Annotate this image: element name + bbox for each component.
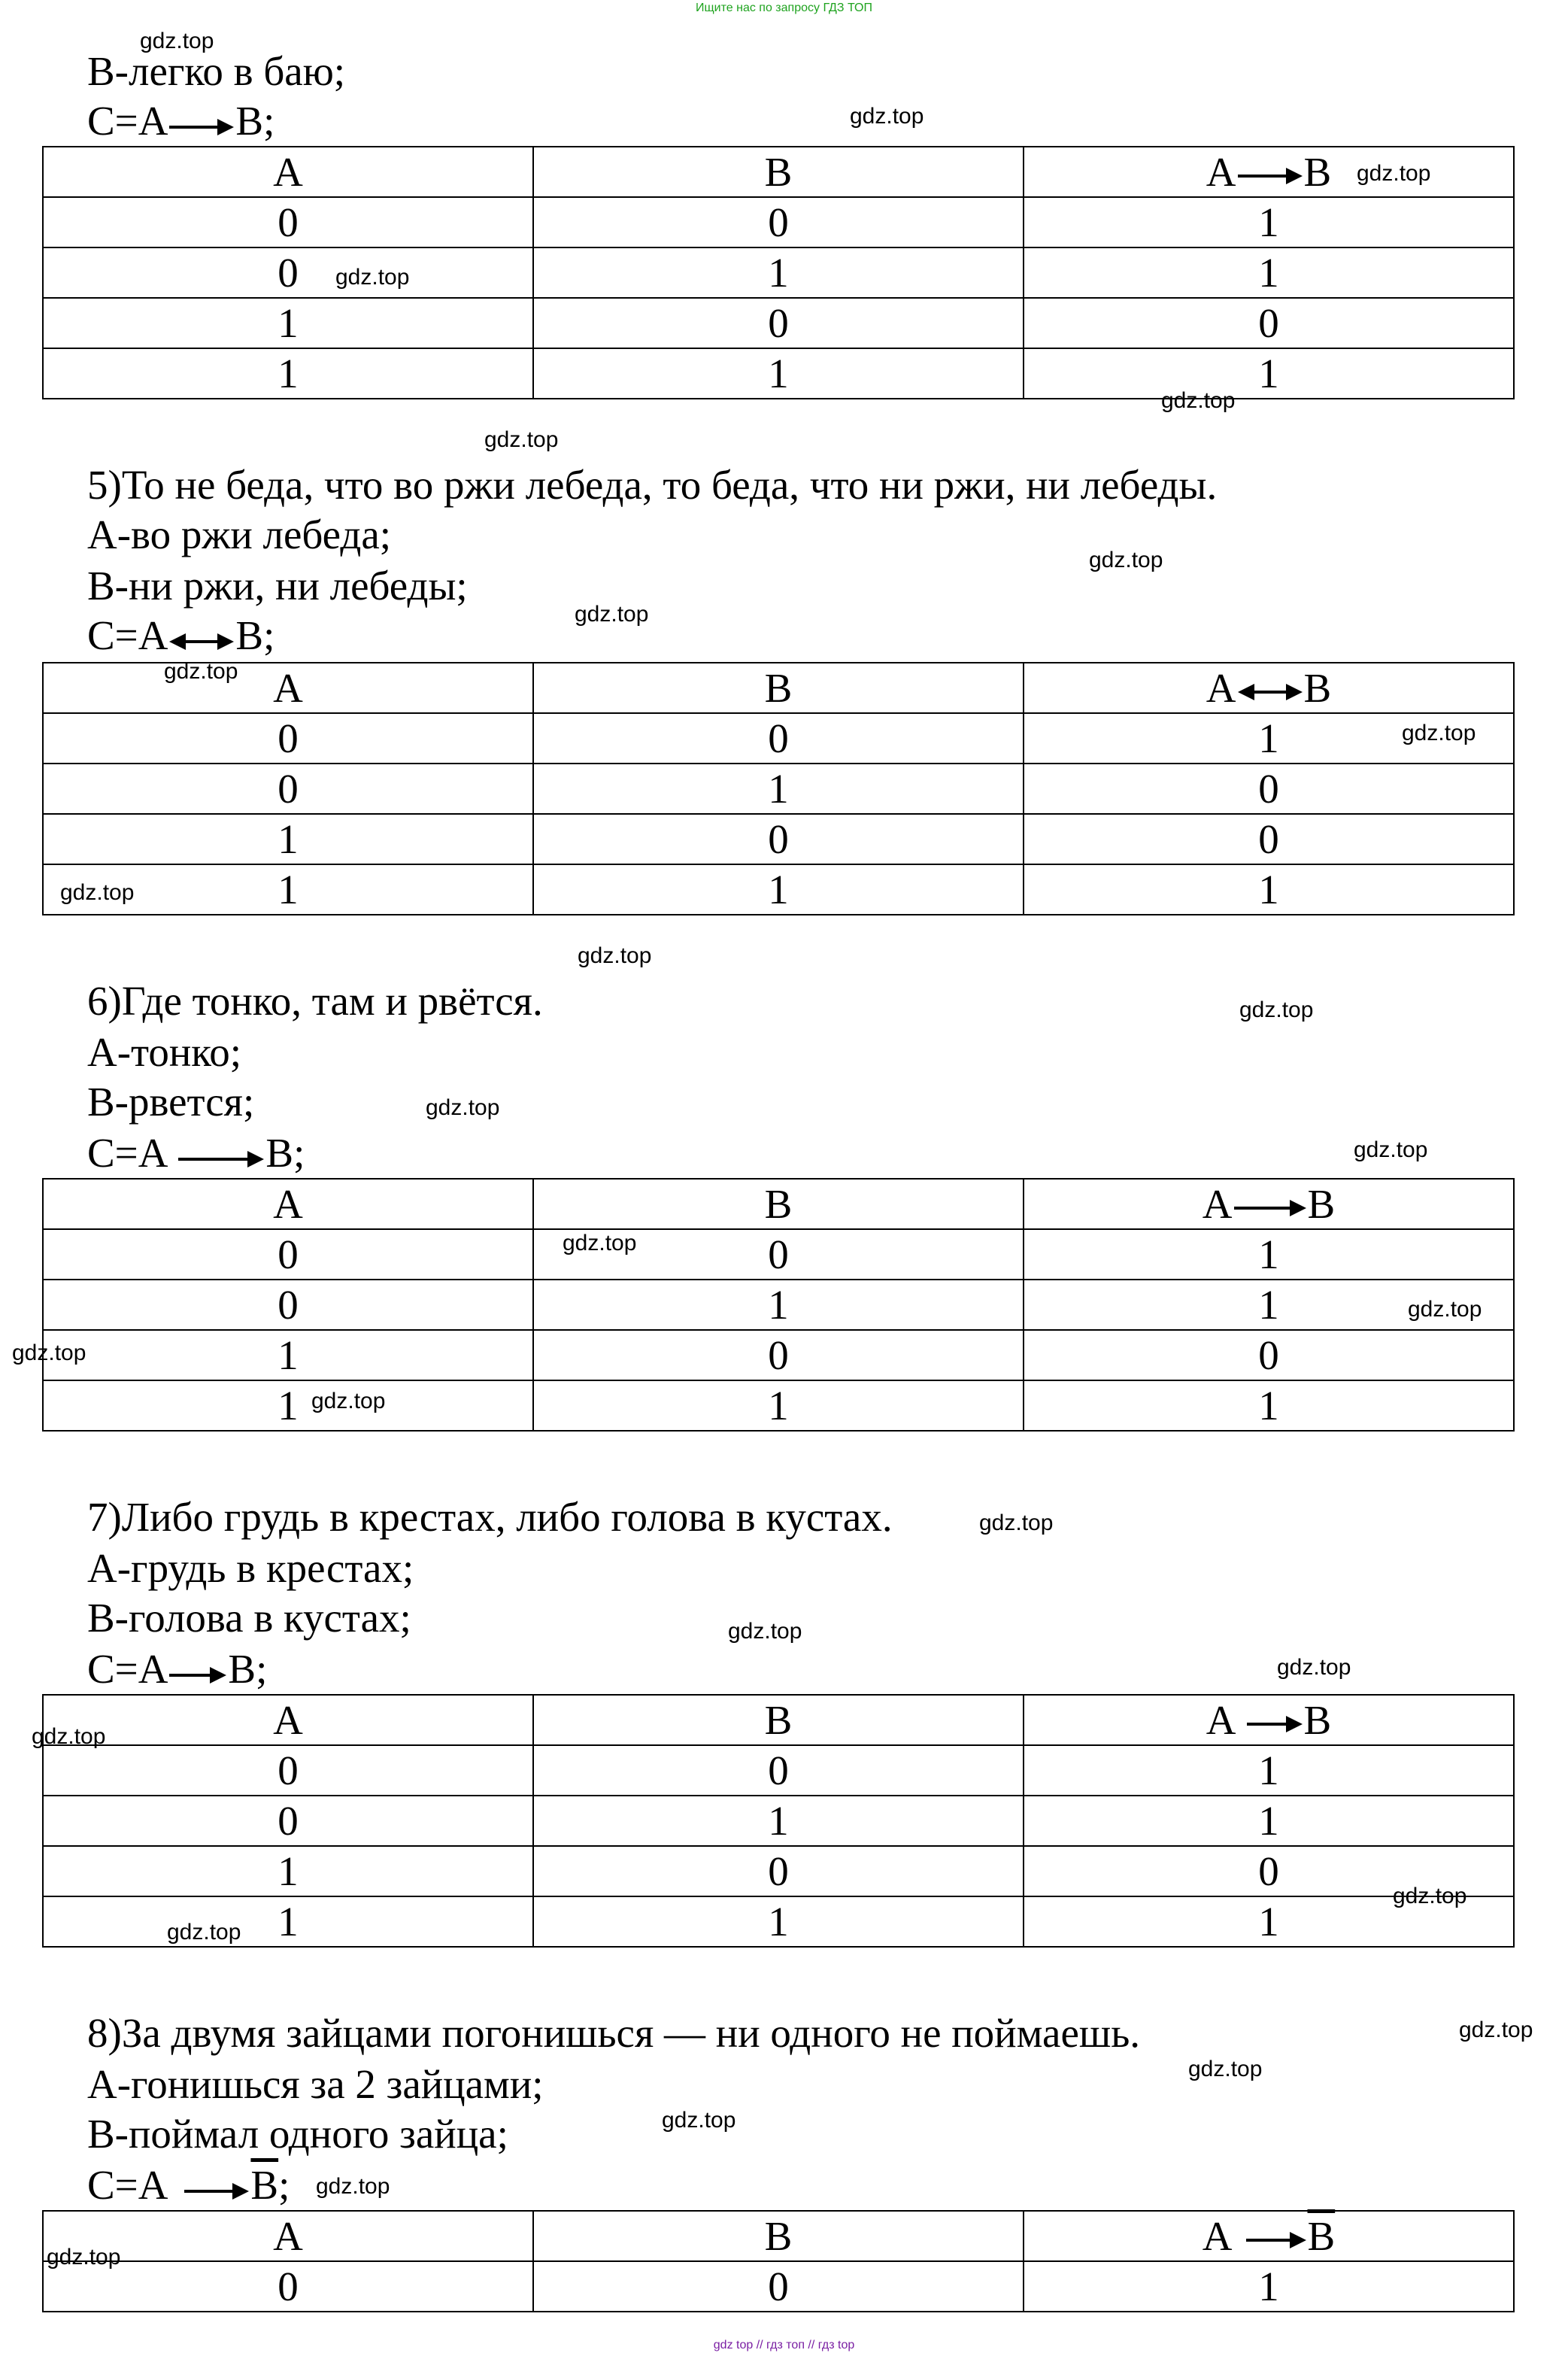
- implication-arrow-icon: [1236, 1713, 1304, 1735]
- proverb-title: 6)Где тонко, там и рвётся.: [87, 978, 543, 1024]
- cell: 0: [43, 1745, 533, 1796]
- watermark: gdz.top: [12, 1340, 86, 1365]
- implication-arrow-icon: [1233, 2229, 1308, 2251]
- table-row: [43, 298, 1514, 348]
- cell: 0: [43, 2261, 533, 2312]
- table-row: [43, 247, 1514, 298]
- table-row: [43, 1229, 1514, 1280]
- header-result: А В: [1024, 1695, 1514, 1745]
- cell: 0: [1024, 298, 1514, 348]
- equivalence-arrow-icon: [168, 615, 235, 664]
- header-a: А: [43, 1179, 533, 1229]
- cell: 0: [533, 197, 1024, 247]
- watermark: gdz.top: [575, 602, 649, 627]
- cell: 1: [43, 348, 533, 399]
- table-header-row: [43, 147, 1514, 197]
- table-row: [43, 1846, 1514, 1896]
- formula-suffix: ;: [278, 2162, 290, 2208]
- cell: 1: [1024, 197, 1514, 247]
- cell: 0: [533, 1745, 1024, 1796]
- header-result: А В: [1024, 1179, 1514, 1229]
- truth-table-equivalence: [42, 662, 1515, 915]
- cell: 1: [533, 1280, 1024, 1330]
- watermark: gdz.top: [662, 2108, 736, 2133]
- watermark: gdz.top: [1277, 1655, 1351, 1680]
- table-row: [43, 1330, 1514, 1380]
- cell: 0: [533, 1846, 1024, 1896]
- watermark: gdz.top: [1459, 2018, 1533, 2042]
- cell: 1: [533, 864, 1024, 915]
- cell: 1: [1024, 1896, 1514, 1947]
- header-result: А В: [1024, 147, 1514, 197]
- table-header-row: [43, 663, 1514, 713]
- cell: 0: [43, 764, 533, 814]
- implication-arrow-icon: [168, 100, 235, 150]
- var-a-line: А-во ржи лебеда;: [87, 512, 392, 557]
- proverb-title: 7)Либо грудь в крестах, либо голова в кустах.: [87, 1494, 893, 1540]
- header-result: А В: [1024, 2211, 1514, 2261]
- cell: 1: [1024, 1796, 1514, 1846]
- equivalence-arrow-icon: [1236, 681, 1304, 703]
- truth-table-implication-negated: [42, 2210, 1515, 2312]
- var-a-line: А-грудь в крестах;: [87, 1545, 414, 1591]
- watermark: gdz.top: [1408, 1297, 1482, 1322]
- table-row: [43, 1896, 1514, 1947]
- watermark: gdz.top: [311, 1389, 386, 1413]
- formula-prefix: С=А: [87, 1130, 168, 1176]
- table-header-row: [43, 1695, 1514, 1745]
- cell: 1: [1024, 864, 1514, 915]
- watermark: gdz.top: [563, 1231, 637, 1255]
- cell: 1: [43, 814, 533, 864]
- watermark: gdz.top: [850, 104, 924, 129]
- watermark: gdz.top: [426, 1095, 500, 1120]
- var-b-line: В-голова в кустах;: [87, 1595, 411, 1641]
- header-b: В: [533, 1695, 1024, 1745]
- cell: 1: [1024, 348, 1514, 399]
- cell: 1: [43, 298, 533, 348]
- cell: 0: [533, 298, 1024, 348]
- formula-suffix: В;: [265, 1130, 305, 1176]
- table-row: [43, 1745, 1514, 1796]
- cell: 1: [43, 1330, 533, 1380]
- watermark: gdz.top: [1354, 1137, 1428, 1162]
- var-a-line: А-тонко;: [87, 1029, 241, 1075]
- cell: 0: [43, 1280, 533, 1330]
- cell: 0: [533, 814, 1024, 864]
- header-b: В: [533, 1179, 1024, 1229]
- formula-prefix: С=А: [87, 2162, 168, 2208]
- cell: 1: [1024, 1229, 1514, 1280]
- watermark: gdz.top: [1402, 721, 1476, 745]
- cell: 0: [43, 1229, 533, 1280]
- cell: 1: [533, 764, 1024, 814]
- table-row: [43, 1280, 1514, 1330]
- table-row: [43, 2261, 1514, 2312]
- truth-table-implication-3: [42, 1694, 1515, 1948]
- formula-prefix: С=А: [87, 612, 168, 658]
- watermark: gdz.top: [1161, 388, 1236, 413]
- cell: 1: [1024, 1380, 1514, 1431]
- table-row: [43, 814, 1514, 864]
- watermark: gdz.top: [1188, 2057, 1263, 2081]
- cell: 0: [1024, 1846, 1514, 1896]
- formula-suffix: В;: [228, 1646, 268, 1692]
- cell: 1: [43, 1896, 533, 1947]
- var-a-line: А-гонишься за 2 зайцами;: [87, 2061, 544, 2107]
- watermark: gdz.top: [335, 265, 410, 290]
- header-a: А: [43, 147, 533, 197]
- cell: 1: [43, 1846, 533, 1896]
- implication-arrow-icon: [1233, 1197, 1308, 1219]
- header-b: В: [533, 147, 1024, 197]
- table-row: [43, 764, 1514, 814]
- cell: 1: [43, 864, 533, 915]
- cell: 1: [533, 1896, 1024, 1947]
- cell: 0: [1024, 1330, 1514, 1380]
- var-b-line: В-ни ржи, ни лебеды;: [87, 563, 468, 609]
- header-b: В: [533, 663, 1024, 713]
- watermark: gdz.top: [728, 1619, 802, 1644]
- watermark: gdz.top: [167, 1920, 241, 1945]
- formula-line: [87, 1644, 267, 1698]
- cell: 1: [533, 1380, 1024, 1431]
- formula-prefix: С=А: [87, 98, 168, 144]
- table-row: [43, 1380, 1514, 1431]
- cell: 0: [533, 2261, 1024, 2312]
- var-b-line: В-легко в баю;: [87, 48, 346, 94]
- header-a: А: [43, 663, 533, 713]
- cell: 0: [43, 1796, 533, 1846]
- cell: 0: [533, 713, 1024, 764]
- formula-suffix: В;: [235, 98, 275, 144]
- truth-table-implication-2: [42, 1178, 1515, 1432]
- watermark: gdz.top: [140, 29, 214, 53]
- table-row: [43, 348, 1514, 399]
- implication-arrow-icon: [1236, 165, 1304, 187]
- cell: 1: [1024, 1745, 1514, 1796]
- cell: 0: [1024, 814, 1514, 864]
- cell: 1: [533, 348, 1024, 399]
- table-row: [43, 713, 1514, 764]
- watermark: gdz.top: [47, 2245, 121, 2270]
- proverb-title: 5)То не беда, что во ржи лебеда, то беда, что ни ржи, ни лебеды.: [87, 462, 1218, 508]
- negated-variable: В: [250, 2162, 279, 2208]
- footer-links[interactable]: gdz top // гдз топ // гдз top: [713, 2339, 855, 2351]
- table-header-row: [43, 1179, 1514, 1229]
- watermark: gdz.top: [1089, 548, 1163, 572]
- search-banner[interactable]: Ищите нас по запросу ГДЗ ТОП: [696, 2, 872, 14]
- formula-suffix: В;: [235, 612, 275, 658]
- watermark: gdz.top: [484, 427, 559, 452]
- header-b: В: [533, 2211, 1024, 2261]
- cell: 1: [1024, 247, 1514, 298]
- cell: 0: [533, 1229, 1024, 1280]
- watermark: gdz.top: [316, 2174, 390, 2199]
- cell: 0: [533, 1330, 1024, 1380]
- table-row: [43, 864, 1514, 915]
- implication-arrow-icon: [168, 2164, 250, 2214]
- cell: 1: [533, 1796, 1024, 1846]
- header-a: А: [43, 2211, 533, 2261]
- truth-table-implication-1: [42, 146, 1515, 399]
- implication-arrow-icon: [168, 1648, 228, 1698]
- cell: 1: [1024, 1280, 1514, 1330]
- watermark: gdz.top: [1357, 161, 1431, 186]
- watermark: gdz.top: [164, 659, 238, 684]
- cell: 1: [1024, 2261, 1514, 2312]
- cell: 1: [1024, 713, 1514, 764]
- watermark: gdz.top: [1239, 997, 1314, 1022]
- cell: 1: [533, 247, 1024, 298]
- formula-prefix: С=А: [87, 1646, 168, 1692]
- cell: 0: [43, 713, 533, 764]
- formula-line: [87, 611, 274, 664]
- cell: 1: [43, 1380, 533, 1431]
- watermark: gdz.top: [1393, 1884, 1467, 1908]
- implication-arrow-icon: [168, 1132, 265, 1182]
- var-b-line: В-рвется;: [87, 1079, 255, 1125]
- header-result: А В: [1024, 663, 1514, 713]
- table-row: [43, 197, 1514, 247]
- proverb-title: 8)За двумя зайцами погонишься — ни одного не поймаешь.: [87, 2010, 1141, 2056]
- watermark: gdz.top: [578, 943, 652, 968]
- formula-line: [87, 1128, 305, 1182]
- header-a: А: [43, 1695, 533, 1745]
- cell: 0: [43, 247, 533, 298]
- var-b-line: В-поймал одного зайца;: [87, 2111, 508, 2157]
- cell: 0: [43, 197, 533, 247]
- watermark: gdz.top: [979, 1510, 1054, 1535]
- watermark: gdz.top: [32, 1724, 106, 1749]
- formula-line: [87, 96, 274, 150]
- formula-line: [87, 2160, 290, 2214]
- cell: 0: [1024, 764, 1514, 814]
- watermark: gdz.top: [60, 880, 135, 905]
- table-row: [43, 1796, 1514, 1846]
- table-header-row: [43, 2211, 1514, 2261]
